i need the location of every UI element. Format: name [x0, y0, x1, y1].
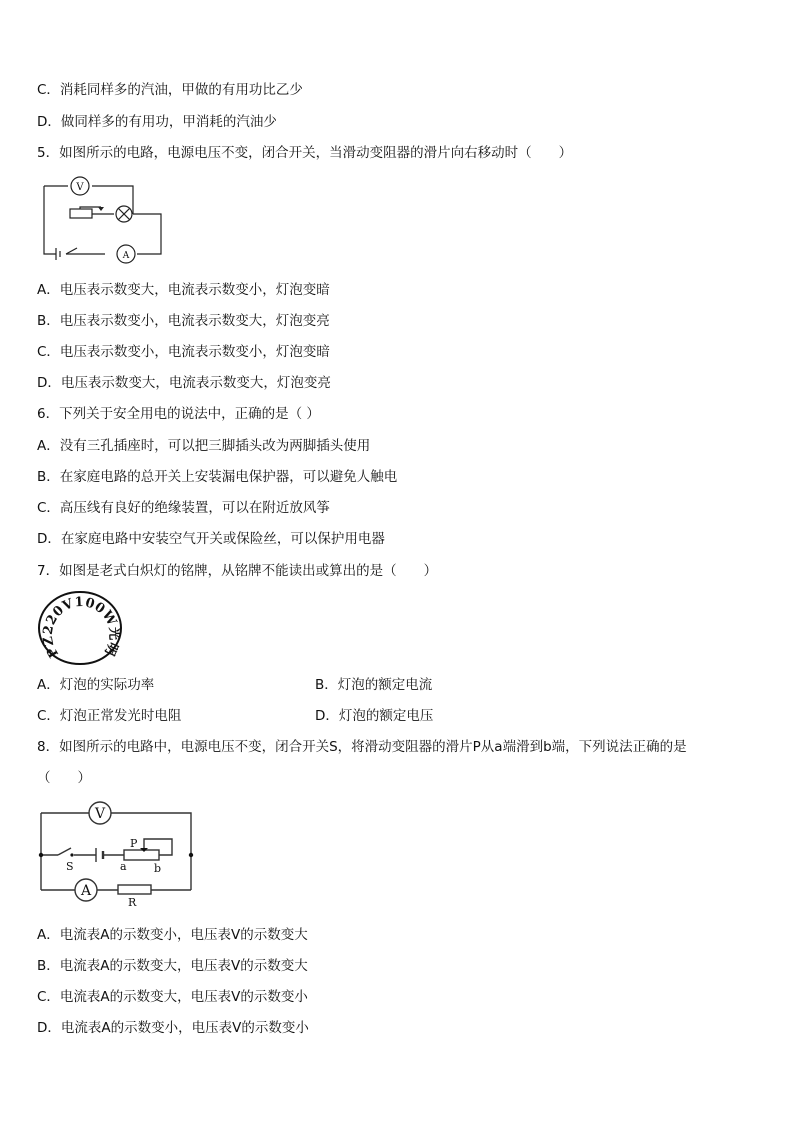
q7-nameplate-seal [30, 579, 123, 666]
slider-label: P [130, 837, 138, 850]
q5-stem: 5．如图所示的电路，电源电压不变，闭合开关，当滑动变阻器的滑片向右移动时（ ） [37, 145, 573, 161]
voltmeter-icon [71, 177, 89, 195]
ammeter-icon [117, 245, 135, 263]
ammeter-label: A [122, 251, 130, 261]
switch-lever [66, 248, 77, 254]
q7-option-c: C．灯泡正常发光时电阻 [37, 708, 182, 724]
q7-option-d: D．灯泡的额定电压 [315, 708, 434, 724]
q8-stem-paren: （ ） [37, 770, 91, 786]
q7-option-a: A．灯泡的实际功率 [37, 677, 155, 693]
q7-option-b: B．灯泡的额定电流 [315, 677, 433, 693]
q6-option-c: C．高压线有良好的绝缘装置，可以在附近放风筝 [37, 500, 330, 516]
rheostat-icon [124, 850, 159, 860]
switch-lever [58, 848, 71, 855]
q6-stem: 6．下列关于安全用电的说法中，正确的是（ ） [37, 406, 320, 422]
q8-circuit-diagram [38, 800, 198, 908]
q8-option-a: A．电流表A的示数变小，电压表V的示数变大 [37, 927, 308, 943]
ammeter-label: A [80, 883, 92, 899]
rheostat-icon [70, 209, 92, 218]
end-a-label: a [120, 860, 127, 873]
q8-option-b: B．电流表A的示数变大，电压表V的示数变大 [37, 958, 308, 974]
q6-option-d: D．在家庭电路中安装空气开关或保险丝，可以保护用电器 [37, 531, 385, 547]
q6-option-b: B．在家庭电路的总开关上安装漏电保护器，可以避免人触电 [37, 469, 398, 485]
q5-option-b: B．电压表示数变小，电流表示数变大，灯泡变亮 [37, 313, 330, 329]
switch-label: S [66, 860, 74, 873]
q7-stem: 7．如图是老式白炽灯的铭牌，从铭牌不能读出或算出的是（ ） [37, 563, 438, 579]
q6-option-a: A．没有三孔插座时，可以把三脚插头改为两脚插头使用 [37, 438, 371, 454]
voltmeter-label: V [94, 806, 106, 822]
q4-option-c: C．消耗同样多的汽油，甲做的有用功比乙少 [37, 82, 303, 98]
resistor-icon [118, 885, 151, 894]
end-b-label: b [154, 862, 162, 875]
ammeter-icon [75, 879, 97, 901]
q5-option-d: D．电压表示数变大，电流表示数变大，灯泡变亮 [37, 375, 331, 391]
q4-option-d: D．做同样多的有用功，甲消耗的汽油少 [37, 114, 277, 130]
voltmeter-icon [89, 802, 111, 824]
q8-stem: 8．如图所示的电路中，电源电压不变，闭合开关S，将滑动变阻器的滑片P从a端滑到b端，下列说法正确的是 [37, 739, 687, 755]
voltmeter-label: V [76, 182, 84, 193]
svg-text:PZ220V100W光明牌 [30, 578, 122, 660]
q5-option-a: A．电压表示数变大，电流表示数变小，灯泡变暗 [37, 282, 330, 298]
lamp-icon [116, 206, 132, 222]
resistor-label: R [128, 896, 137, 909]
q8-option-c: C．电流表A的示数变大，电压表V的示数变小 [37, 989, 308, 1005]
q5-option-c: C．电压表示数变小，电流表示数变小，灯泡变暗 [37, 344, 330, 360]
nameplate-text: PZ220V100W光明牌 [30, 579, 122, 660]
q8-option-d: D．电流表A的示数变小，电压表V的示数变小 [37, 1020, 309, 1036]
q5-circuit-diagram [40, 174, 165, 266]
